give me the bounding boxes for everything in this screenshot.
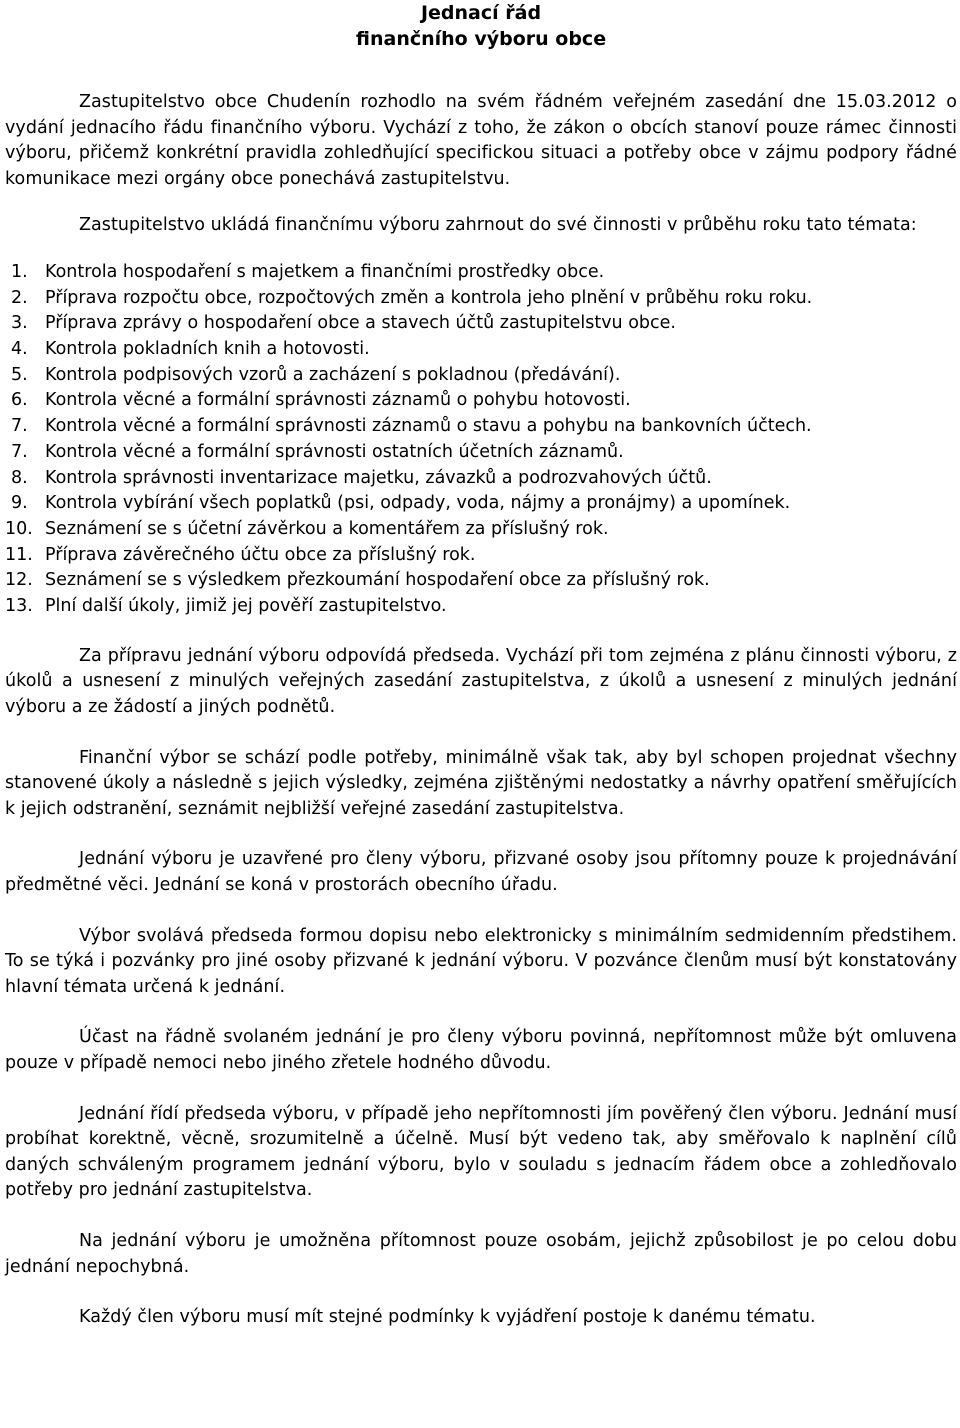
list-item-number: 8.	[11, 467, 28, 488]
topics-intro-paragraph: Zastupitelstvo ukládá finančnímu výboru zahrnout do své činnosti v průběhu roku tato témata:	[79, 215, 917, 236]
list-item-text: Kontrola pokladních knih a hotovosti.	[45, 339, 370, 360]
list-item-text: Kontrola vybírání všech poplatků (psi, odpady, voda, nájmy a pronájmy) a upomínek.	[45, 493, 791, 514]
list-item-text: Příprava závěrečného účtu obce za příslušný rok.	[45, 544, 476, 565]
list-item	[5, 414, 957, 440]
paragraph-presence: Na jednání výboru je umožněna přítomnost pouze osobám, jejichž způsobilost je po celou dobu jednání nepochybná.	[5, 1230, 957, 1277]
list-item	[5, 594, 957, 620]
list-item-number: 7.	[11, 416, 28, 437]
list-item-number: 6.	[11, 390, 28, 411]
paragraph-chairing: Jednání řídí předseda výboru, v případě jeho nepřítomnosti jím pověřený člen výboru. Jednání musí probíhat korektně, věcně, srozumitelně a účelně. Musí být vedeno tak, aby směřovalo k naplnění cílů daných schváleným programem jednání výboru, bylo v souladu s jednacím řádem obce a zohledňovalo potřeby pro jednání zastupitelstva.	[5, 1103, 957, 1201]
list-item	[5, 388, 957, 414]
list-item-number: 2.	[11, 287, 28, 308]
list-item-number: 9.	[11, 493, 28, 514]
list-item	[5, 543, 957, 569]
list-item-number: 13.	[5, 596, 33, 617]
list-item	[5, 311, 957, 337]
title-line-2: finančního výboru obce	[355, 28, 607, 50]
paragraph-meetings-frequency: Finanční výbor se schází podle potřeby, minimálně však tak, aby byl schopen projednat všechny stanovené úkoly a následně s jejich výsledky, zejména zjištěnými nedostatky a návrhy opatření směřujících k jejich odstranění, seznámit nejbližší veřejné zasedání zastupitelstva.	[5, 747, 957, 819]
list-item-text: Kontrola správnosti inventarizace majetku, závazků a podrozvahových účtů.	[45, 467, 712, 488]
document-page	[5, 0, 957, 1331]
list-item-text: Seznámení se s účetní závěrkou a komentářem za příslušný rok.	[45, 519, 609, 539]
list-item	[5, 466, 957, 492]
list-item-text: Kontrola věcné a formální správnosti záznamů o pohybu hotovosti.	[45, 390, 631, 411]
list-item	[5, 491, 957, 517]
paragraph-attendance: Účast na řádně svolaném jednání je pro členy výboru povinná, nepřítomnost může být omluvena pouze v případě nemoci nebo jiného zřetele hodného důvodu.	[5, 1027, 957, 1073]
list-item-text: Seznámení se s výsledkem přezkoumání hospodaření obce za příslušný rok.	[45, 570, 710, 591]
list-item-text: Kontrola hospodaření s majetkem a finančními prostředky obce.	[45, 261, 605, 282]
paragraph-equal-conditions: Každý člen výboru musí mít stejné podmínky k vyjádření postoje k danému tématu.	[79, 1307, 816, 1328]
list-item	[5, 260, 957, 286]
list-item-number: 11.	[5, 544, 33, 565]
paragraph-closed-meeting: Jednání výboru je uzavřené pro členy výboru, přizvané osoby jsou přítomny pouze k projednávání předmětné věci. Jednání se koná v prostorách obecního úřadu.	[5, 849, 957, 895]
paragraph-convening: Výbor svolává předseda formou dopisu nebo elektronicky s minimálním sedmidenním předstihem. To se týká i pozvánky pro jiné osoby přizvané k jednání výboru. V pozvánce členům musí být konstatovány hlavní témata určená k jednání.	[5, 925, 957, 997]
list-item-number: 1.	[11, 261, 28, 282]
list-item-text: Příprava zprávy o hospodaření obce a stavech účtů zastupitelstvu obce.	[45, 313, 676, 334]
document-title	[5, 0, 957, 52]
list-item-text: Kontrola věcné a formální správnosti záznamů o stavu a pohybu na bankovních účtech.	[45, 416, 812, 437]
topics-list	[5, 260, 957, 620]
list-item-number: 5.	[11, 364, 28, 385]
list-item	[5, 517, 957, 543]
list-item	[5, 363, 957, 389]
list-item-text: Kontrola podpisových vzorů a zacházení s pokladnou (předávání).	[45, 364, 621, 385]
list-item	[5, 568, 957, 594]
list-item-number: 3.	[11, 313, 28, 334]
list-item-text: Plní další úkoly, jimiž jej pověří zastupitelstvo.	[45, 596, 447, 617]
list-item-text: Kontrola věcné a formální správnosti ostatních účetních záznamů.	[45, 441, 624, 462]
list-item	[5, 286, 957, 312]
intro-paragraph: Zastupitelstvo obce Chudenín rozhodlo na svém řádném veřejném zasedání dne 15.03.2012 o vydání jednacího řádu finančního výboru. Vychází z toho, že zákon o obcích stanoví pouze rámec činnosti výboru, přičemž konkrétní pravidla zohledňující specifickou situaci a potřeby obce v zájmu podpory řádné komunikace mezi orgány obce ponechává zastupitelstvu.	[5, 92, 957, 189]
title-line-1: Jednací řád	[420, 2, 542, 24]
list-item	[5, 337, 957, 363]
list-item-text: Příprava rozpočtu obce, rozpočtových změn a kontrola jeho plnění v průběhu roku roku.	[45, 287, 813, 308]
paragraph-preparation: Za přípravu jednání výboru odpovídá předseda. Vychází při tom zejména z plánu činnosti výboru, z úkolů a usnesení z minulých veřejných zasedání zastupitelstva, z úkolů a usnesení z minulých jednání výboru a ze žádostí a jiných podnětů.	[5, 645, 957, 717]
list-item-number: 4.	[11, 339, 28, 360]
list-item-number: 12.	[5, 570, 33, 591]
list-item-number: 10.	[5, 519, 33, 539]
list-item	[5, 440, 957, 466]
list-item-number: 7.	[11, 441, 28, 462]
